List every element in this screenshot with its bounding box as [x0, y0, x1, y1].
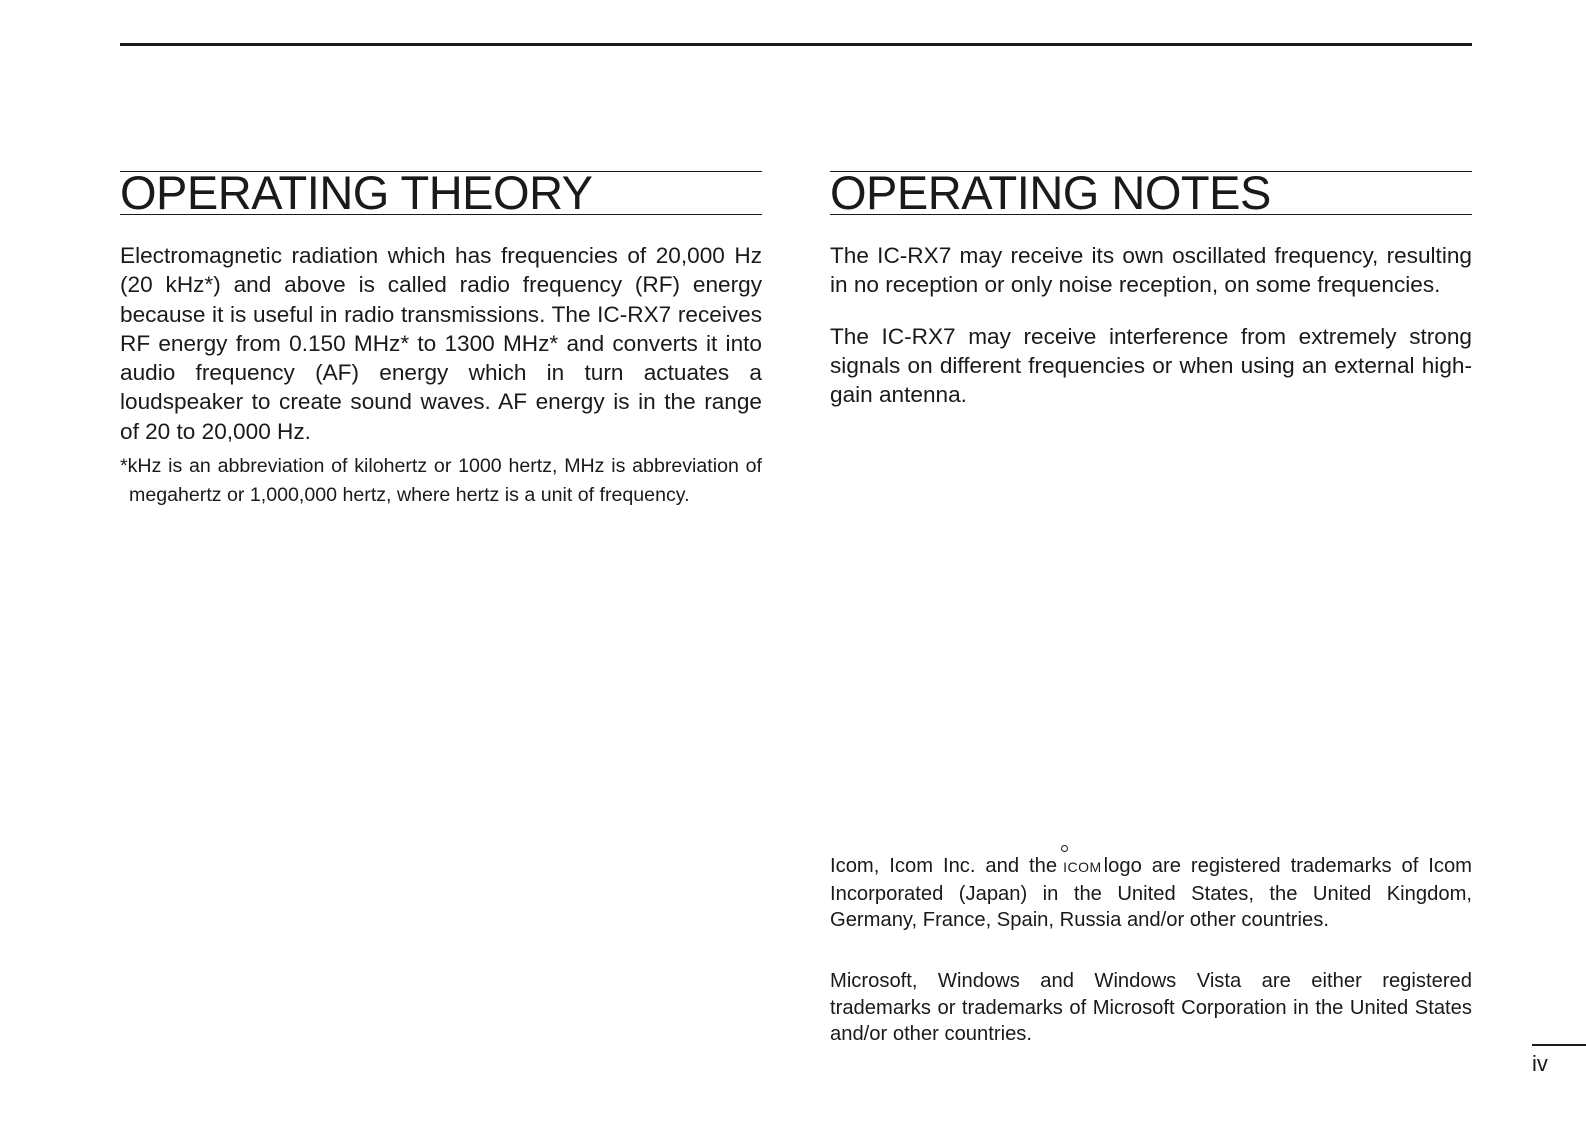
- icom-logo-text: ICOM: [1063, 859, 1102, 875]
- icom-logo-dot: [1061, 845, 1068, 852]
- icom-trademark-lead: Icom, Icom Inc. and the: [830, 855, 1058, 877]
- operating-theory-section: [120, 166, 762, 511]
- page-number-rule: [1532, 1044, 1586, 1046]
- top-rule: [120, 43, 1472, 46]
- operating-notes-title: OPERATING NOTES: [830, 171, 1472, 215]
- microsoft-trademark-notice: Microsoft, Windows and Windows Vista are either registered trademarks or trademarks of Microsoft Corporation in the United States and/or other countries.: [830, 970, 1472, 1045]
- operating-theory-paragraph: Electromagnetic radiation which has frequencies of 20,000 Hz (20 kHz*) and above is called radio frequency (RF) energy because it is useful in radio transmissions. The IC-RX7 receives RF energy from 0.150 MHz* to 1300 MHz* and converts it into audio frequency (AF) energy which in turn actuates a loudspeaker to create sound waves. AF energy is in the range of 20 to 20,000 Hz.: [120, 243, 762, 444]
- operating-theory-title: OPERATING THEORY: [120, 171, 762, 215]
- page-number: iv: [1532, 1051, 1548, 1076]
- operating-note-2: The IC-RX7 may receive interference from extremely strong signals on different frequencies or when using an external high-gain antenna.: [830, 323, 1472, 408]
- operating-notes-section: [830, 166, 1472, 409]
- operating-note-1: The IC-RX7 may receive its own oscillated frequency, resulting in no reception or only noise reception, on some frequencies.: [830, 243, 1472, 298]
- icom-logo: [1063, 854, 1102, 881]
- frequency-units-footnote: *kHz is an abbreviation of kilohertz or 1000 hertz, MHz is abbreviation of megahertz or 1,000,000 hertz, where hertz is a unit of frequency.: [120, 455, 762, 507]
- icom-trademark-rest: logo are registered trademarks of Icom Incorporated (Japan) in the United States, the United Kingdom, Germany, France, Spain, Russia and/or other countries.: [830, 855, 1472, 931]
- icom-trademark-notice: [830, 853, 1472, 934]
